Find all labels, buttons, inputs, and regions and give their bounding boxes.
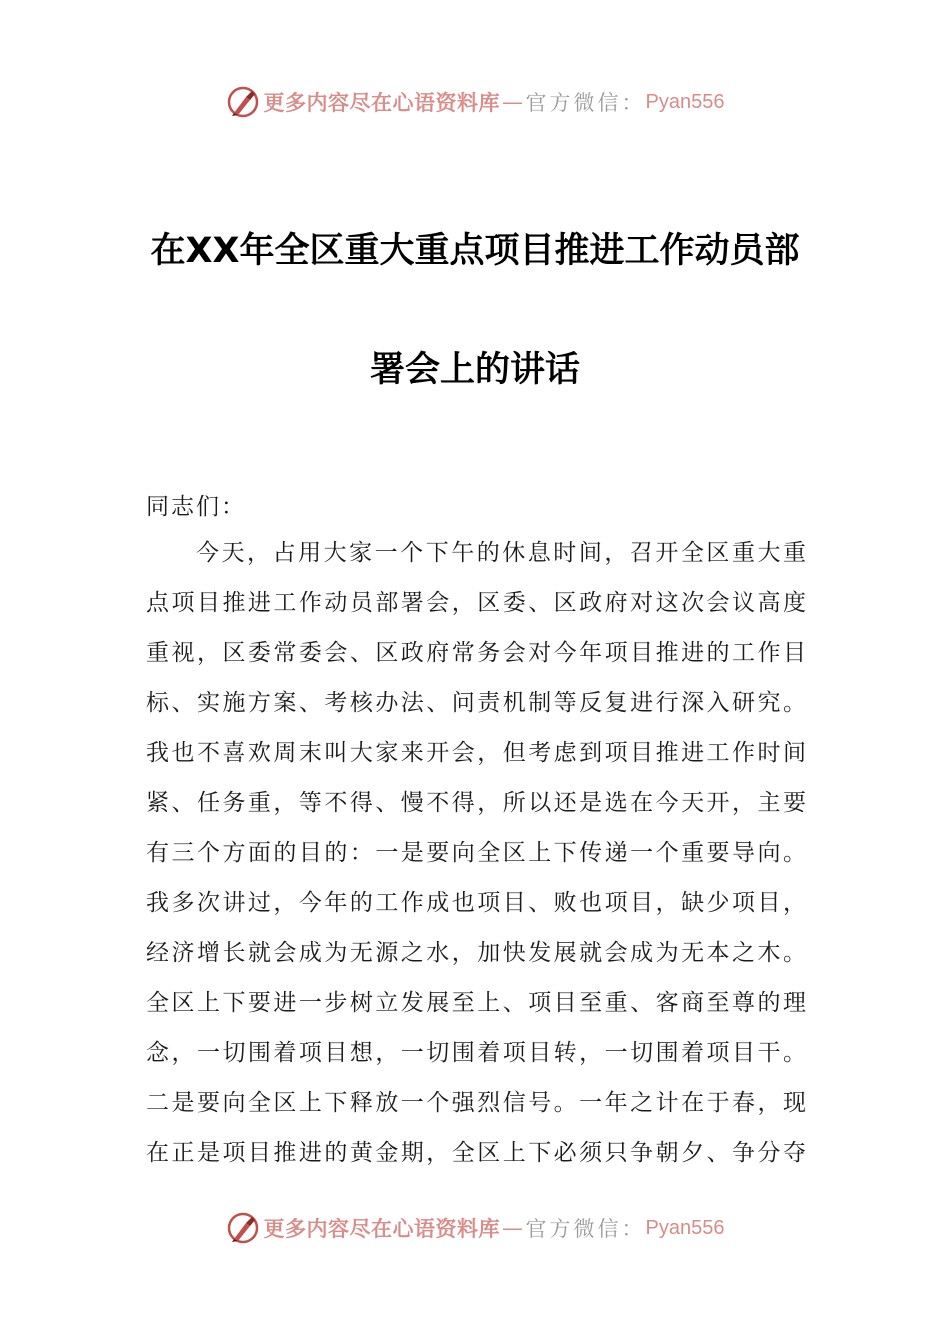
wechat-id: Pyan556 [645,1216,725,1239]
header-watermark-banner [0,82,950,122]
wechat-id: Pyan556 [645,90,725,113]
body-line: 我也不喜欢周末叫大家来开会，但考虑到项目推进工作时间 [146,740,806,766]
document-title-line-1: 在XX年全区重大重点项目推进工作动员部 [150,231,800,271]
body-line: 重视，区委常委会、区政府常务会对今年项目推进的工作目 [146,640,806,666]
body-line: 标、实施方案、考核办法、问责机制等反复进行深入研究。 [146,690,806,716]
pen-logo-icon [226,85,260,119]
footer-watermark-banner [0,1208,950,1248]
pen-logo-icon [226,1211,260,1245]
banner-separator: — [502,90,524,114]
body-line: 紧、任务重，等不得、慢不得，所以还是选在今天开，主要 [146,790,806,816]
body-line: 今天，占用大家一个下午的休息时间，召开全区重大重 [196,540,806,566]
body-line: 经济增长就会成为无源之水，加快发展就会成为无本之木。 [146,940,806,966]
body-line: 全区上下要进一步树立发展至上、项目至重、客商至尊的理 [146,990,806,1016]
body-line: 有三个方面的目的：一是要向全区上下传递一个重要导向。 [146,840,806,866]
library-text: 更多内容尽在心语资料库 [263,1216,501,1241]
body-line: 二是要向全区上下释放一个强烈信号。一年之计在于春，现 [146,1090,806,1116]
banner-separator: — [502,1216,524,1240]
library-text: 更多内容尽在心语资料库 [263,90,501,115]
body-line: 在正是项目推进的黄金期，全区上下必须只争朝夕、争分夺 [146,1140,806,1166]
body-line: 我多次讲过，今年的工作成也项目、败也项目，缺少项目， [146,890,806,916]
body-line: 念，一切围着项目想，一切围着项目转，一切围着项目干。 [146,1040,806,1066]
body-line: 点项目推进工作动员部署会，区委、区政府对这次会议高度 [146,590,806,616]
wechat-label: 官方微信： [525,91,646,115]
document-title-line-2: 署会上的讲话 [369,350,580,390]
greeting: 同志们： [146,494,246,520]
wechat-label: 官方微信： [525,1217,646,1241]
